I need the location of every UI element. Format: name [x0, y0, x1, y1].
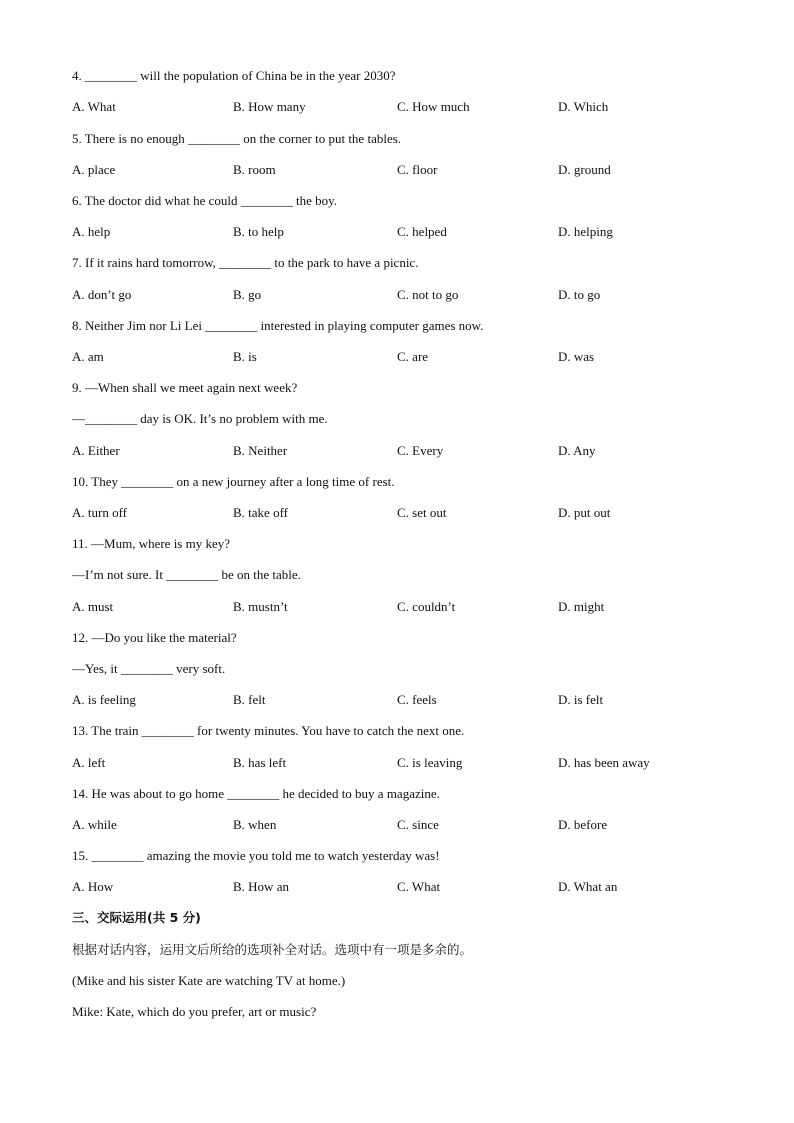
- question-9-response: —________ day is OK. It’s no problem with me.: [72, 411, 328, 426]
- option-b: B. How many: [233, 99, 306, 114]
- option-d: D. What an: [558, 879, 618, 894]
- question-12-options: [0, 692, 794, 708]
- option-c: C. How much: [397, 99, 470, 114]
- option-b: B. Neither: [233, 443, 288, 458]
- option-c: C. What: [397, 879, 441, 894]
- option-b: B. to help: [233, 224, 284, 239]
- option-d: D. before: [558, 817, 608, 832]
- option-b: B. has left: [233, 755, 287, 770]
- option-b: B. mustn’t: [233, 599, 288, 614]
- question-9-options: [0, 443, 794, 459]
- option-b: B. when: [233, 817, 277, 832]
- option-d: D. ground: [558, 162, 611, 177]
- option-b: B. How an: [233, 879, 289, 894]
- dialogue-context: (Mike and his sister Kate are watching TV at home.): [72, 973, 346, 988]
- option-a: A. don’t go: [72, 287, 132, 302]
- question-7-stem: 7. If it rains hard tomorrow, ________ to the park to have a picnic.: [72, 255, 419, 270]
- option-d: D. to go: [558, 287, 601, 302]
- option-b: B. go: [233, 287, 262, 302]
- option-c: C. not to go: [397, 287, 459, 302]
- option-c: C. set out: [397, 505, 447, 520]
- option-c: C. couldn’t: [397, 599, 456, 614]
- question-6-options: [0, 224, 794, 240]
- question-14-stem: 14. He was about to go home ________ he decided to buy a magazine.: [72, 786, 440, 801]
- question-11-stem: 11. —Mum, where is my key?: [72, 536, 231, 551]
- option-c: C. is leaving: [397, 755, 463, 770]
- option-a: A. What: [72, 99, 116, 114]
- question-5-stem: 5. There is no enough ________ on the corner to put the tables.: [72, 131, 402, 146]
- question-11-options: [0, 599, 794, 615]
- dialogue-line: Mike: Kate, which do you prefer, art or music?: [72, 1004, 317, 1019]
- option-b: B. take off: [233, 505, 288, 520]
- option-d: D. Which: [558, 99, 609, 114]
- question-5-options: [0, 162, 794, 178]
- question-7-options: [0, 287, 794, 303]
- question-11-response: —I’m not sure. It ________ be on the table.: [72, 567, 301, 582]
- option-a: A. Either: [72, 443, 120, 458]
- option-c: C. Every: [397, 443, 444, 458]
- section-heading: 三、交际运用(共 5 分): [72, 910, 201, 925]
- option-c: C. since: [397, 817, 439, 832]
- question-4-stem: 4. ________ will the population of China be in the year 2030?: [72, 68, 396, 83]
- option-c: C. are: [397, 349, 429, 364]
- option-d: D. is felt: [558, 692, 604, 707]
- option-b: B. is: [233, 349, 257, 364]
- section-instruction: 根据对话内容，运用文后所给的选项补全对话。选项中有一项是多余的。: [72, 942, 473, 957]
- option-a: A. is feeling: [72, 692, 136, 707]
- question-10-stem: 10. They ________ on a new journey after a long time of rest.: [72, 474, 395, 489]
- option-a: A. must: [72, 599, 114, 614]
- option-a: A. How: [72, 879, 114, 894]
- question-4-options: [0, 99, 794, 115]
- question-12-response: —Yes, it ________ very soft.: [72, 661, 226, 676]
- question-6-stem: 6. The doctor did what he could ________ the boy.: [72, 193, 338, 208]
- question-10-options: [0, 505, 794, 521]
- question-15-stem: 15. ________ amazing the movie you told me to watch yesterday was!: [72, 848, 440, 863]
- question-8-options: [0, 349, 794, 365]
- option-d: D. put out: [558, 505, 611, 520]
- question-9-stem: 9. —When shall we meet again next week?: [72, 380, 298, 395]
- question-14-options: [0, 817, 794, 833]
- option-a: A. turn off: [72, 505, 128, 520]
- option-c: C. helped: [397, 224, 447, 239]
- option-d: D. might: [558, 599, 605, 614]
- option-b: B. felt: [233, 692, 266, 707]
- option-d: D. Any: [558, 443, 596, 458]
- question-15-options: [0, 879, 794, 895]
- option-b: B. room: [233, 162, 276, 177]
- question-12-stem: 12. —Do you like the material?: [72, 630, 237, 645]
- option-c: C. feels: [397, 692, 437, 707]
- question-8-stem: 8. Neither Jim nor Li Lei ________ interested in playing computer games now.: [72, 318, 484, 333]
- option-d: D. helping: [558, 224, 613, 239]
- option-d: D. was: [558, 349, 595, 364]
- option-a: A. while: [72, 817, 117, 832]
- option-d: D. has been away: [558, 755, 650, 770]
- option-a: A. am: [72, 349, 104, 364]
- option-a: A. place: [72, 162, 116, 177]
- option-a: A. help: [72, 224, 111, 239]
- option-a: A. left: [72, 755, 106, 770]
- option-c: C. floor: [397, 162, 438, 177]
- question-13-options: [0, 755, 794, 771]
- question-13-stem: 13. The train ________ for twenty minutes. You have to catch the next one.: [72, 723, 465, 738]
